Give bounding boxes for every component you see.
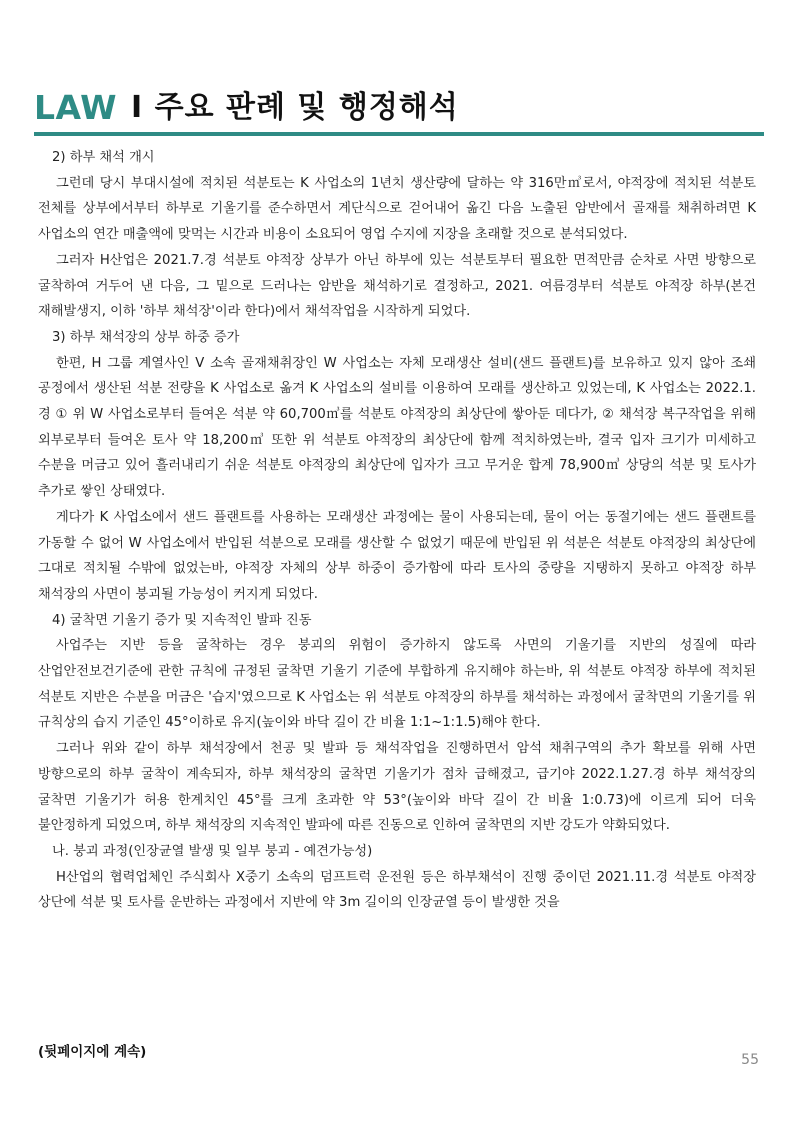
paragraph: 한편, H 그룹 계열사인 V 소속 골재채취장인 W 사업소는 자체 모래생산 설비(샌드 플랜트)를 보유하고 있지 않아 조쇄 공정에서 생산된 석분 전량을 K 사업소로 옮겨 K 사업소의 설비를 이용하여 모래를 생산하고 있었는데, K 사업소는 2022.1.경 ① 위 W 사업소로부터 들여온 석분 약 60,700㎥를 석분토 야적장의 최상단에 쌓아둔 데다가, ② 채석장 복구작업을 위해 외부로부터 들여온 토사 약 18,200㎥ 또한 위 석분토 야적장의 최상단에 함께 적치하였는바, 결국 입자 크기가 미세하고 수분을 머금고 있어 흘러내리기 쉬운 석분토 야적장의 최상단에 입자가 크고 무거운 합계 78,900㎥ 상당의 석분 및 토사가 추가로 쌓인 상태였다. <box>38 355 756 500</box>
subheading: 나. 붕괴 과정(인장균열 발생 및 일부 붕괴 - 예견가능성) <box>52 843 373 859</box>
paragraph: 그러자 H산업은 2021.7.경 석분토 야적장 상부가 아닌 하부에 있는 석분토부터 필요한 면적만큼 순차로 사면 방향으로 굴착하여 거두어 낸 다음, 그 밑으로 드러나는 암반을 채석하기로 결정하고, 2021. 여름경부터 석분토 야적장 하부(본건 재해발생지, 이하 '하부 채석장'이라 한다)에서 채석작업을 시작하게 되었다. <box>38 252 756 320</box>
paragraph: 그런데 당시 부대시설에 적치된 석분토는 K 사업소의 1년치 생산량에 달하는 약 316만㎥로서, 야적장에 적치된 석분토 전체를 상부에서부터 하부로 기울기를 준수하면서 계단식으로 걷어내어 옮긴 다음 노출된 암반에서 골재를 채취하려면 K 사업소의 연간 매출액에 맞먹는 시간과 비용이 소요되어 영업 수지에 지장을 초래할 것으로 분석되었다. <box>38 175 756 243</box>
page-number: 55 <box>741 1052 759 1068</box>
subheading: 2) 하부 채석 개시 <box>52 150 155 165</box>
continued-note: (뒷페이지에 계속) <box>38 1044 147 1060</box>
subheading: 4) 굴착면 기울기 증가 및 지속적인 발파 진동 <box>52 612 312 628</box>
subheading: 3) 하부 채석장의 상부 하중 증가 <box>52 329 240 345</box>
paragraph: 사업주는 지반 등을 굴착하는 경우 붕괴의 위험이 증가하지 않도록 사면의 기울기를 지반의 성질에 따라 산업안전보건기준에 관한 규칙에 규정된 굴착면 기울기 기준에 부합하게 유지해야 하는바, 위 석분토 야적장 하부에 적치된 석분토 지반은 수분을 머금은 '습지'였으므로 K 사업소는 위 석분토 야적장의 하부를 채석하는 과정에서 굴착면의 기울기를 위 규칙상의 습지 기준인 45°이하로 유지(높이와 바닥 길이 간 비율 1:1~1:1.5)해야 한다. <box>38 638 756 731</box>
section-tag: LAW <box>34 88 117 127</box>
paragraph: H산업의 협력업체인 주식회사 X중기 소속의 덤프트럭 운전원 등은 하부채석이 진행 중이던 2021.11.경 석분토 야적장 상단에 석분 및 토사를 운반하는 과정에서 지반에 약 3m 길이의 인장균열 등이 발생한 것을 <box>38 869 756 911</box>
paragraph: 게다가 K 사업소에서 샌드 플랜트를 사용하는 모래생산 과정에는 물이 사용되는데, 물이 어는 동절기에는 샌드 플랜트를 가동할 수 없어 W 사업소에서 반입된 석분으로 모래를 생산할 수 없었기 때문에 반입된 위 석분은 석분토 야적장의 최상단에 그대로 적치될 수밖에 없었는바, 야적장 자체의 상부 하중이 증가함에 따라 토사의 중량을 지탱하지 못하고 야적장 하부 채석장의 사면이 붕괴될 가능성이 커지게 되었다. <box>38 509 756 602</box>
header-rule <box>34 132 764 136</box>
paragraph: 그러나 위와 같이 하부 채석장에서 천공 및 발파 등 채석작업을 진행하면서 암석 채취구역의 추가 확보를 위해 사면 방향으로의 하부 굴착이 계속되자, 하부 채석장의 굴착면 기울기가 점차 급해졌고, 급기야 2022.1.27.경 하부 채석장의 굴착면 기울기가 허용 한계치인 45°를 크게 초과한 약 53°(높이와 바닥 길이 간 비율 1:0.73)에 이르게 되어 더욱 불안정하게 되었으며, 하부 채석장의 지속적인 발파에 따른 진동으로 인하여 굴착면의 지반 강도가 약화되었다. <box>38 741 756 834</box>
page-header <box>34 86 764 128</box>
body-text <box>38 145 756 916</box>
page-title: Ⅰ 주요 판례 및 행정해석 <box>131 90 459 125</box>
